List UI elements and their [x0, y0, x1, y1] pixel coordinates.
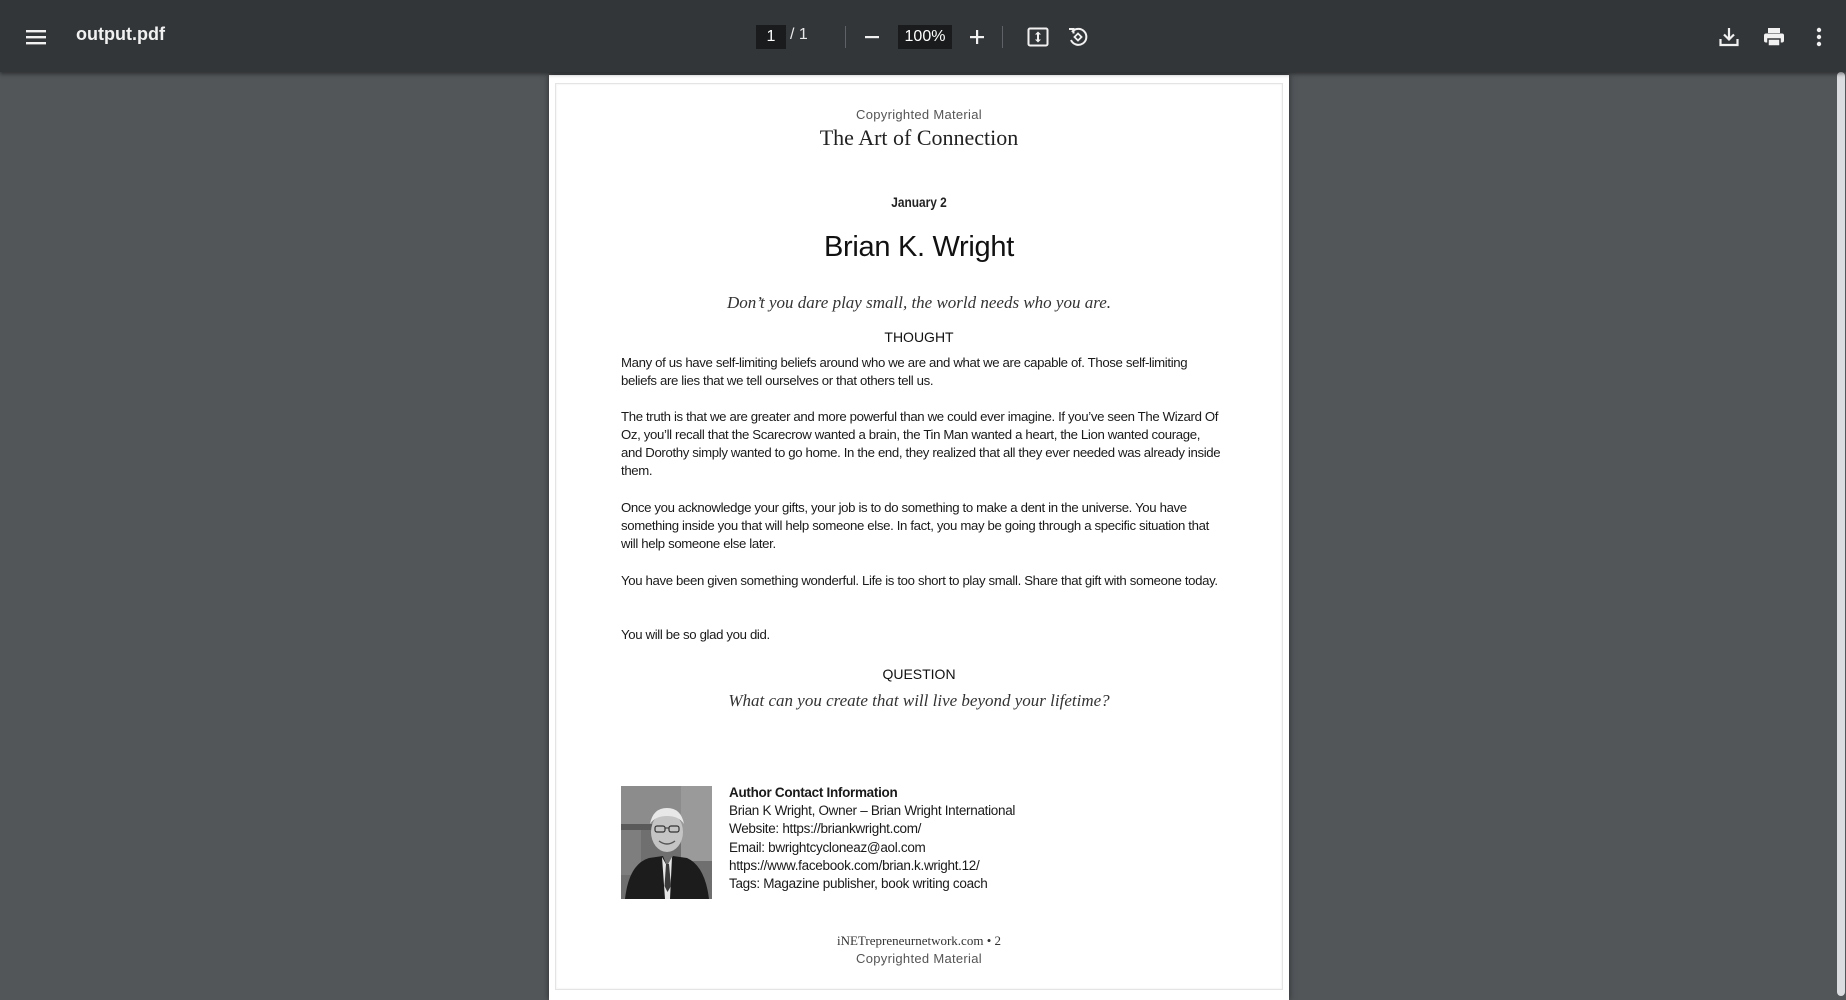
page-count: / 1	[790, 26, 808, 43]
minus-icon	[863, 28, 881, 46]
author-contact-block	[729, 784, 1015, 893]
contact-title: Author Contact Information	[729, 785, 898, 800]
pdf-page	[549, 75, 1289, 1000]
document-title: output.pdf	[76, 24, 165, 44]
rotate-button[interactable]	[1058, 17, 1098, 57]
copyright-header: Copyrighted Material	[856, 107, 982, 122]
paragraph: Many of us have self-limiting beliefs around who we are and what we are capable of. Those self-limiting beliefs are lies that we tell ourselves or that others tell us.	[621, 355, 1188, 388]
fit-to-page-button[interactable]	[1018, 17, 1058, 57]
copyright-footer: Copyrighted Material	[856, 951, 982, 966]
footer-site: iNETrepreneurnetwork.com • 2	[836, 933, 1001, 948]
quote: Don’t you dare play small, the world needs who you are.	[726, 293, 1112, 312]
contact-email[interactable]: Email: bwrightcycloneaz@aol.com	[729, 839, 926, 855]
fit-page-icon	[1027, 26, 1049, 48]
paragraph: The truth is that we are greater and more powerful than we could ever imagine. If you’ve seen The Wizard Of Oz, you’ll recall that the Scarecrow wanted a brain, the Tin Man wanted a heart, the Lion wanted courage, and Dorothy simply wanted to go home. In the end, they realized that all they ever needed was already inside them.	[621, 409, 1221, 478]
question-heading: QUESTION	[882, 666, 956, 682]
print-icon	[1762, 25, 1786, 49]
entry-date: January 2	[891, 194, 947, 210]
pdf-toolbar	[0, 0, 1846, 72]
download-button[interactable]	[1709, 17, 1749, 57]
paragraph: Once you acknowledge your gifts, your job is to do something to make a dent in the universe. You have something inside you that will help someone else. In fact, you may be going through a specific situation that will help someone else later.	[621, 500, 1209, 551]
question: What can you create that will live beyond your lifetime?	[728, 691, 1110, 710]
scrollbar-thumb[interactable]	[1837, 72, 1845, 996]
author-photo	[621, 786, 712, 899]
print-button[interactable]	[1754, 17, 1794, 57]
contact-facebook[interactable]: https://www.facebook.com/brian.k.wright.12/	[729, 857, 980, 873]
paragraph: You will be so glad you did.	[621, 627, 770, 642]
page-number-input[interactable]: 1	[756, 25, 786, 49]
thought-heading: THOUGHT	[884, 329, 954, 345]
book-title: The Art of Connection	[819, 125, 1019, 150]
author-name: Brian K. Wright	[824, 231, 1014, 263]
contact-owner: Brian K Wright, Owner – Brian Wright International	[729, 803, 1016, 819]
menu-button[interactable]	[16, 17, 56, 57]
toolbar-divider	[1002, 26, 1003, 48]
plus-icon	[968, 28, 986, 46]
contact-website[interactable]: Website: https://briankwright.com/	[729, 821, 922, 837]
zoom-out-button[interactable]	[852, 17, 892, 57]
zoom-in-button[interactable]	[957, 17, 997, 57]
menu-icon	[25, 28, 47, 46]
contact-tags: Tags: Magazine publisher, book writing coach	[729, 876, 988, 892]
download-icon	[1717, 25, 1741, 49]
paragraph: You have been given something wonderful. Life is too short to play small. Share that gift with someone today.	[621, 573, 1218, 588]
more-vert-icon	[1815, 26, 1823, 48]
toolbar-divider	[845, 26, 846, 48]
rotate-icon	[1067, 26, 1089, 48]
zoom-level-input[interactable]: 100%	[898, 25, 952, 49]
more-actions-button[interactable]	[1799, 17, 1839, 57]
